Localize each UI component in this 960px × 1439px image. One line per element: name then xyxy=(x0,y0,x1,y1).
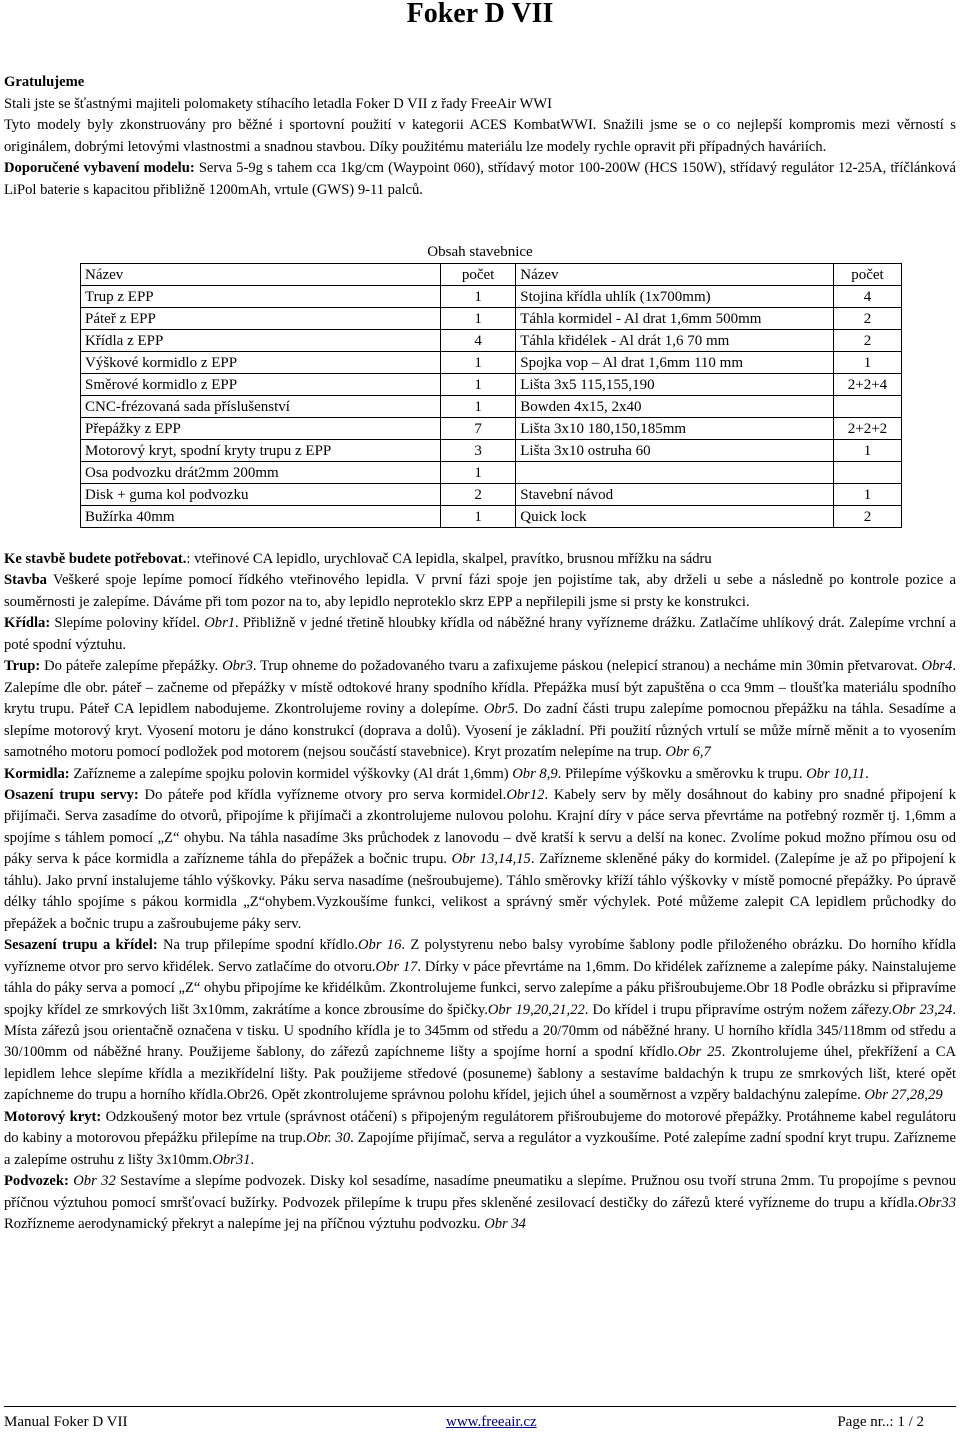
table-cell: 1 xyxy=(440,396,515,418)
table-cell: 1 xyxy=(833,484,901,506)
footer-manual-title: Manual Foker D VII xyxy=(4,1414,128,1430)
page-title: Foker D VII xyxy=(406,0,554,29)
motor-label: Motorový kryt: xyxy=(4,1108,102,1125)
figure-ref: Obr33 xyxy=(917,1194,956,1211)
table-cell: Stojina křídla uhlík (1x700mm) xyxy=(516,286,834,308)
trup-text: Do páteře zalepíme přepážky. xyxy=(40,658,223,675)
table-cell: Bužírka 40mm xyxy=(81,506,441,528)
osazeni-text: Do páteře pod křídla vyřízneme otvory pro serva kormidel. xyxy=(138,786,507,803)
podvozek-paragraph xyxy=(4,1171,956,1235)
stavba-text: Veškeré spoje lepíme pomocí řídkého vteřinového lepidla. V první fázi spoje jen pojistíme tak, aby drželi u sebe a následně po kontrole pozice a souměrnosti je zalepíme. Dáváme při tom pozor na to, aby lepidlo neproteklo skrz EPP a nepřilepili jsme si prsty ke konstrukci. xyxy=(4,572,956,610)
header-cell: Název xyxy=(81,264,441,286)
needs-text: : vteřinové CA lepidlo, urychlovač CA lepidla, skalpel, pravítko, brusnou mřížku na sádru xyxy=(186,551,712,567)
intro-line-2: Tyto modely byly zkonstruovány pro běžné i sportovní použití v kategorii ACES KombatWWI. Snažili jsme se o co nejlepší kompromis mezi věrností s originálem, dobrými letovými vlastnostmi a snadnou stavbou. Díky použitému materiálu lze modely rychle opravit při případných haváriích. xyxy=(4,117,956,155)
figure-ref: Obr 32 xyxy=(73,1173,116,1190)
figure-ref: Obr 10,11 xyxy=(806,765,866,782)
table-cell: Lišta 3x5 115,155,190 xyxy=(516,374,834,396)
trup-text: . Trup ohneme do požadovaného tvaru a zafixujeme páskou (nelepicí stranou) a necháme min 30min přetvarovat. xyxy=(252,658,922,675)
table-cell: 1 xyxy=(440,374,515,396)
table-cell: Táhla kormidel - Al drat 1,6mm 500mm xyxy=(516,308,834,330)
figure-ref: Obr12 xyxy=(506,786,545,803)
table-cell: 4 xyxy=(833,286,901,308)
figure-ref: Obr5 xyxy=(483,701,515,718)
table-cell: 1 xyxy=(440,462,515,484)
stavba-label: Stavba xyxy=(4,572,47,589)
stavba-paragraph xyxy=(4,570,956,613)
table-cell xyxy=(833,462,901,484)
sesazeni-text: . Do křídel i trupu připravíme ostrým nožem zářezy. xyxy=(584,1001,892,1018)
table-cell: Výškové kormidlo z EPP xyxy=(81,352,441,374)
figure-ref: Obr3 xyxy=(222,658,253,675)
table-cell: 1 xyxy=(440,308,515,330)
table-row xyxy=(81,418,902,440)
trup-paragraph xyxy=(4,656,956,763)
kormidla-paragraph xyxy=(4,764,956,785)
figure-ref: Obr 34 xyxy=(484,1216,526,1233)
table-row xyxy=(81,286,902,308)
sesazeni-label: Sesazení trupu a křídel: xyxy=(4,937,158,954)
header-cell: počet xyxy=(833,264,901,286)
sesazeni-paragraph xyxy=(4,935,956,1107)
sesazeni-text: . Místa zářezů jsou orientačně označena v tisku. U spodního křídla je to 345mm od středu a 20/70mm od náběžné hrany. U horního křídla 345/118mm od středu a 30/100mm od náběžné hrany. Použijeme šablony, do zářezů zapíchneme lišty a spojíme horní a spodní křídlo. xyxy=(4,1001,956,1061)
needs-paragraph xyxy=(4,549,956,570)
table-row xyxy=(81,330,902,352)
equipment-paragraph xyxy=(4,158,956,201)
osazeni-label: Osazení trupu servy: xyxy=(4,786,139,803)
table-cell: 1 xyxy=(440,286,515,308)
figure-ref: Obr. 30 xyxy=(306,1130,351,1147)
figure-ref: Obr4 xyxy=(921,658,953,675)
figure-ref: Obr 25 xyxy=(677,1044,722,1061)
motor-text: Odzkoušený motor bez vrtule (správnost otáčení) s připojeným regulátorem přišroubujeme do motorové přepážky. Protáhneme kabel regulátoru do kabiny a motorovou přepážku přilepíme na trup. xyxy=(4,1108,956,1147)
table-cell xyxy=(516,462,834,484)
kridla-label: Křídla: xyxy=(4,615,51,632)
kormidla-text: . Přilepíme výškovku a směrovku k trupu. xyxy=(557,765,807,782)
footer-divider xyxy=(4,1406,956,1407)
table-cell: 1 xyxy=(440,352,515,374)
table-cell: Spojka vop – Al drat 1,6mm 110 mm xyxy=(516,352,834,374)
sesazeni-text: . Dírky v páce převrtáme na 1,6mm. Do křidélek zařízneme a zalepíme páky. Nainstalujeme táhla do páky serva a pomocí „Z“ ohybu připojíme ke křidélkům. Zkontrolujeme funkci, servo zalepíme a páku přišroubujeme.Obr 18 Podle obrázku si připravíme spojky křídel ze smrkových lišt 3x10mm, zakrátíme a konce zbrousíme do špičky. xyxy=(4,958,956,1018)
table-cell: Motorový kryt, spodní kryty trupu z EPP xyxy=(81,440,441,462)
figure-ref: Obr 19,20,21,22 xyxy=(487,1001,585,1018)
table-cell: Lišta 3x10 180,150,185mm xyxy=(516,418,834,440)
table-cell xyxy=(833,396,901,418)
table-cell: 4 xyxy=(440,330,515,352)
equipment-text: Serva 5-9g s tahem cca 1kg/cm (Waypoint 060), střídavý motor 100-200W (HCS 150W), střídavý regulátor 12-25A, tříčlánková LiPol baterie s kapacitou přibližně 1200mAh, vrtule (GWS) 9-11 palců. xyxy=(4,160,957,198)
osazeni-text: . Kabely serv by měly dosáhnout do kabiny pro snadné připojení k přijímači. Serva zasadíme do otvorů, připojíme k přijímači a zkontrolujeme nulovou polohu. Krajní díry v páce serva převrtáme na potřebný rozměr tj. 1,6mm a spojíme s táhlem pomocí „Z“ ohybu. Na táhla nasadíme 3ks průchodek z lanovodu – dvě kratší k servu a delší na konec. Zvolíme pokud možno přímou osu od páky serva k páce kormidla a zařízneme táhla do přepážek a bočnic trupu. xyxy=(4,786,956,868)
table-cell: Páteř z EPP xyxy=(81,308,441,330)
motor-paragraph xyxy=(4,1107,956,1171)
kormidla-label: Kormidla: xyxy=(4,765,70,782)
footer-website-link[interactable]: www.freeair.cz xyxy=(446,1414,537,1430)
table-cell: 1 xyxy=(833,352,901,374)
table-cell: 2+2+4 xyxy=(833,374,901,396)
table-cell: Disk + guma kol podvozku xyxy=(81,484,441,506)
needs-label: Ke stavbě budete potřebovat. xyxy=(4,551,187,567)
osazeni-text: . Zařízneme skleněné páky do kormidel. (Zalepíme je až po připojení k táhlu). Jako první instalujeme táhlo výškovky. Páku serva nasadíme (nešroubujeme). Táhlo směrovky kříží táhlo výškovky v místě pomocné přepážky. Po úpravě délky táhlo spojíme s pákou kormidla „Z“ohybem.Vyzkoušíme funkci, velikost a správný směr výchylek. Poté můžeme zalepit CA lepidlem průchodky do přepážek a bočnic trupu a zašroubujeme páky serv. xyxy=(4,851,956,932)
table-cell: 3 xyxy=(440,440,515,462)
motor-text: . xyxy=(250,1151,255,1168)
figure-ref: Obr 13,14,15 xyxy=(451,851,531,868)
sesazeni-text: . Zkontrolujeme úhel, překřížení a CA lepidlem lehce slepíme křídla a mezikřídelní lišty. Pak použijeme středové (posuneme) šablony a sestavíme baldachýn k trupu ze smrkových lišt, které opět zapíchneme do trupu a horního křídla.Obr26. Opět zkontrolujeme správnou polohu křídel, jejich úhel a souměrnost a vzpěry baldachýnu zalepíme. xyxy=(4,1044,956,1104)
figure-ref: Obr1 xyxy=(204,615,236,632)
table-cell: Směrové kormidlo z EPP xyxy=(81,374,441,396)
table-cell: Osa podvozku drát2mm 200mm xyxy=(81,462,441,484)
table-cell: Přepážky z EPP xyxy=(81,418,441,440)
document-page xyxy=(4,0,957,1430)
table-cell: 2 xyxy=(440,484,515,506)
kridla-text: Slepíme poloviny křídel. xyxy=(50,615,205,632)
sesazeni-text: . Z polystyrenu nebo balsy vyrobíme šablony podle přiloženého obrázku. Do horního křídla vyřízneme otvor pro servo křidélek. Servo zatlačíme do otvoru. xyxy=(4,937,956,975)
figure-ref: Obr 23,24 xyxy=(891,1001,953,1018)
table-cell: Trup z EPP xyxy=(81,286,441,308)
podvozek-text: Rozřízneme aerodynamický překryt a nalepíme jej na příčnou výztuhu podvozku. xyxy=(4,1216,485,1233)
table-row xyxy=(81,484,902,506)
table-cell: Stavební návod xyxy=(516,484,834,506)
sesazeni-text: Na trup přilepíme spodní křídlo. xyxy=(157,937,358,954)
table-row xyxy=(81,308,902,330)
instructions-body xyxy=(4,549,956,1236)
table-cell: Bowden 4x15, 2x40 xyxy=(516,396,834,418)
footer-page-number: Page nr..: 1 / 2 xyxy=(837,1414,924,1430)
trup-text: . Do zadní části trupu zalepíme pomocnou přepážku na táhla. Sesadíme a slepíme motorový kryt. Vyosení motoru je dáno konstrukcí (doprava a dolů). Vyosení je základní. Při použití různých vrtulí se může mírně měnit a to vyosením samotného motoru pomocí podložek pod motorem (nejsou součástí stavebnice). Kryt prozatím nelepíme na trup. xyxy=(4,701,956,761)
kit-table xyxy=(80,263,902,528)
table-cell: 2 xyxy=(833,330,901,352)
table-cell: 1 xyxy=(833,440,901,462)
osazeni-paragraph xyxy=(4,785,956,935)
table-cell: 2+2+2 xyxy=(833,418,901,440)
figure-ref: Obr 27,28,29 xyxy=(864,1087,943,1104)
motor-text: . Zapojíme přijímač, serva a regulátor a vyzkoušíme. Poté zalepíme zadní spodní kryt trupu. Zařízneme a zalepíme ostruhu z lišty 3x10mm. xyxy=(4,1130,956,1168)
podvozek-label: Podvozek: xyxy=(4,1173,69,1190)
kit-table-header xyxy=(81,264,902,286)
kridla-paragraph xyxy=(4,613,956,656)
intro-line-1: Stali jste se šťastnými majiteli polomakety stíhacího letadla Foker D VII z řady FreeAir WWI xyxy=(4,95,552,112)
table-cell: Táhla křidélek - Al drát 1,6 70 mm xyxy=(516,330,834,352)
table-cell: Quick lock xyxy=(516,506,834,528)
header-cell: Název xyxy=(516,264,834,286)
figure-ref: Obr 17 xyxy=(375,958,418,975)
kit-caption: Obsah stavebnice xyxy=(427,244,533,260)
kormidla-text: . xyxy=(865,765,869,782)
table-cell: 1 xyxy=(440,506,515,528)
table-row xyxy=(81,374,902,396)
table-cell: Křídla z EPP xyxy=(81,330,441,352)
equipment-label: Doporučené vybavení modelu: xyxy=(4,160,195,176)
table-row xyxy=(81,396,902,418)
kridla-text: . Přibližně v jedné třetině hloubky křídla od náběžné hrany vyřízneme drážku. Zatlačíme uhlíkový drát. Zalepíme vrchní a poté spodní výztuhu. xyxy=(4,615,956,653)
figure-ref: Obr31 xyxy=(212,1151,251,1168)
trup-label: Trup: xyxy=(4,658,41,675)
table-cell: 2 xyxy=(833,308,901,330)
intro-section xyxy=(4,72,956,201)
figure-ref: Obr 16 xyxy=(357,937,402,954)
intro-heading: Gratulujeme xyxy=(4,74,85,90)
table-cell: 7 xyxy=(440,418,515,440)
trup-text: . Zalepíme dle obr. páteř – začneme od přepážky v místě odtokové hrany spodního křídla. Přepážka musí být zapuštěna o cca 9mm – tloušťka materiálu spodního krytu trupu. Páteř CA lepidlem nabodujeme. Zkontrolujeme roviny a dolepíme. xyxy=(4,658,956,718)
table-row xyxy=(81,440,902,462)
podvozek-text: Sestavíme a slepíme podvozek. Disky kol sesadíme, nasadíme pneumatiku a slepíme. Pružnou osu tvoří struna 2mm. Tu propojíme s pevnou příčnou výztuhou pomocí smršťovací bužírky. Podvozek přilepíme k trupu přes skleněné zesilovací destičky do zářezů které vyřízneme do trupu a křídla. xyxy=(4,1173,956,1211)
table-cell: CNC-frézovaná sada příslušenství xyxy=(81,396,441,418)
header-cell: počet xyxy=(440,264,515,286)
kormidla-text: Zařízneme a zalepíme spojku polovin kormidel výškovky (Al drát 1,6mm) xyxy=(69,765,513,782)
figure-ref: Obr 8,9 xyxy=(512,765,558,782)
table-row xyxy=(81,352,902,374)
table-row xyxy=(81,506,902,528)
table-row xyxy=(81,462,902,484)
figure-ref: Obr 6,7 xyxy=(665,744,711,761)
table-cell: 2 xyxy=(833,506,901,528)
table-cell: Lišta 3x10 ostruha 60 xyxy=(516,440,834,462)
